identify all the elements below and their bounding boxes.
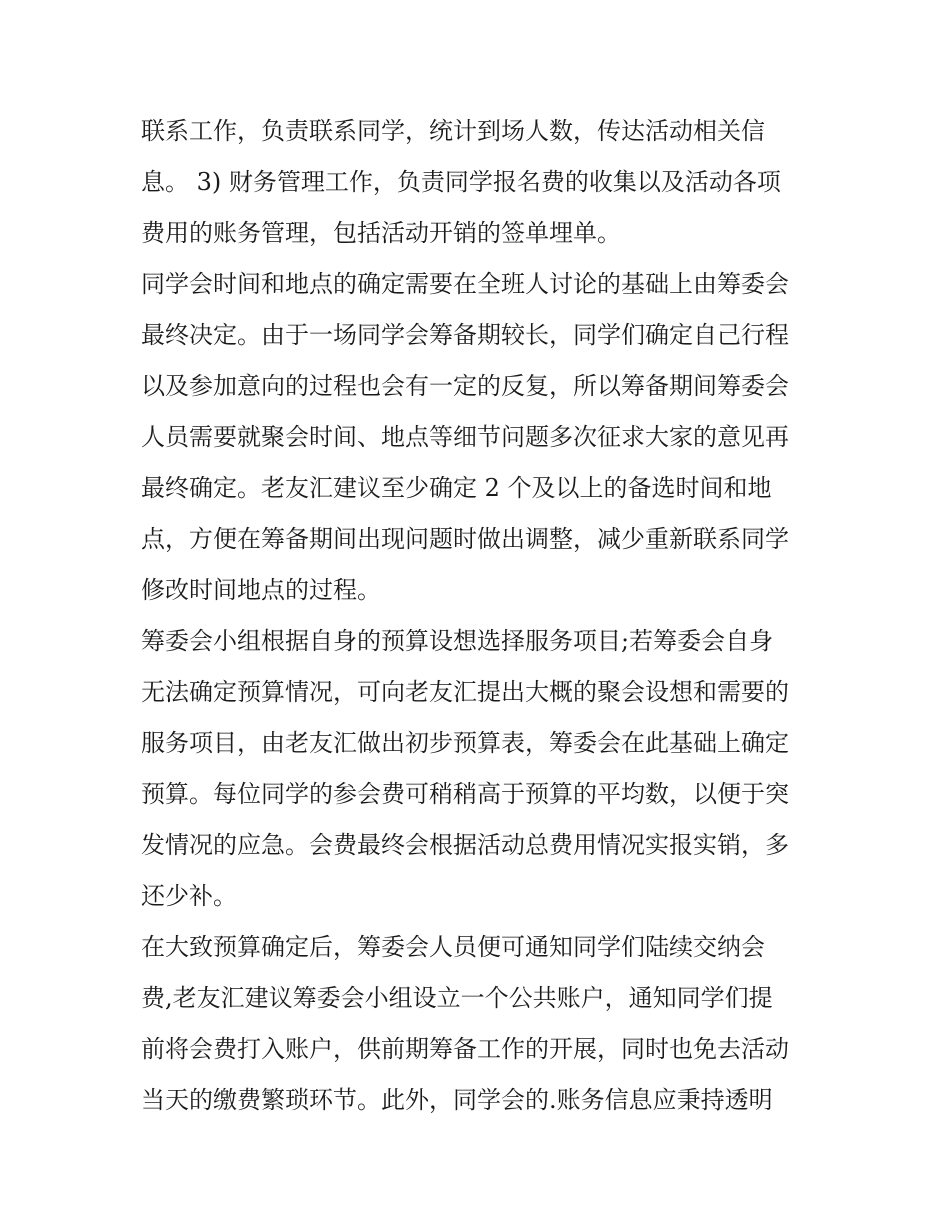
text-line: 筹委会小组根据自身的预算设想选择服务项目;若筹委会自身 xyxy=(141,627,774,655)
paragraph-fee-collection xyxy=(141,922,816,1126)
text-line: 费,老友汇建议筹委会小组设立一个公共账户，通知同学们提 xyxy=(141,984,773,1012)
text-line: 费用的账务管理，包括活动开销的签单埋单。 xyxy=(141,219,621,247)
text-line: 还少补。 xyxy=(141,882,237,910)
text-line: 最终确定。老友汇建议至少确定 2 个及以上的备选时间和地 xyxy=(141,474,772,502)
text-line: 修改时间地点的过程。 xyxy=(141,576,381,604)
paragraph-finance-duties xyxy=(141,106,816,259)
text-line: 在大致预算确定后，筹委会人员便可通知同学们陆续交纳会 xyxy=(141,933,765,961)
text-line: 无法确定预算情况，可向老友汇提出大概的聚会设想和需要的 xyxy=(141,678,789,706)
text-line: 息。 3) 财务管理工作，负责同学报名费的收集以及活动各项 xyxy=(141,168,781,196)
text-line: 预算。每位同学的参会费可稍稍高于预算的平均数，以便于突 xyxy=(141,780,789,808)
text-line: 以及参加意向的过程也会有一定的反复，所以筹备期间筹委会 xyxy=(141,372,789,400)
paragraph-budget xyxy=(141,616,816,922)
paragraph-time-location xyxy=(141,259,816,616)
text-line: 前将会费打入账户，供前期筹备工作的开展，同时也免去活动 xyxy=(141,1035,789,1063)
text-line: 当天的缴费繁琐环节。此外，同学会的.账务信息应秉持透明 xyxy=(141,1086,773,1114)
document-body xyxy=(141,106,816,1126)
text-line: 联系工作，负责联系同学，统计到场人数，传达活动相关信 xyxy=(141,117,765,145)
text-line: 最终决定。由于一场同学会筹备期较长，同学们确定自己行程 xyxy=(141,321,789,349)
text-line: 同学会时间和地点的确定需要在全班人讨论的基础上由筹委会 xyxy=(141,270,789,298)
text-line: 点，方便在筹备期间出现问题时做出调整，减少重新联系同学 xyxy=(141,525,789,553)
text-line: 发情况的应急。会费最终会根据活动总费用情况实报实销，多 xyxy=(141,831,789,859)
text-line: 人员需要就聚会时间、地点等细节问题多次征求大家的意见再 xyxy=(141,423,789,451)
text-line: 服务项目，由老友汇做出初步预算表，筹委会在此基础上确定 xyxy=(141,729,789,757)
